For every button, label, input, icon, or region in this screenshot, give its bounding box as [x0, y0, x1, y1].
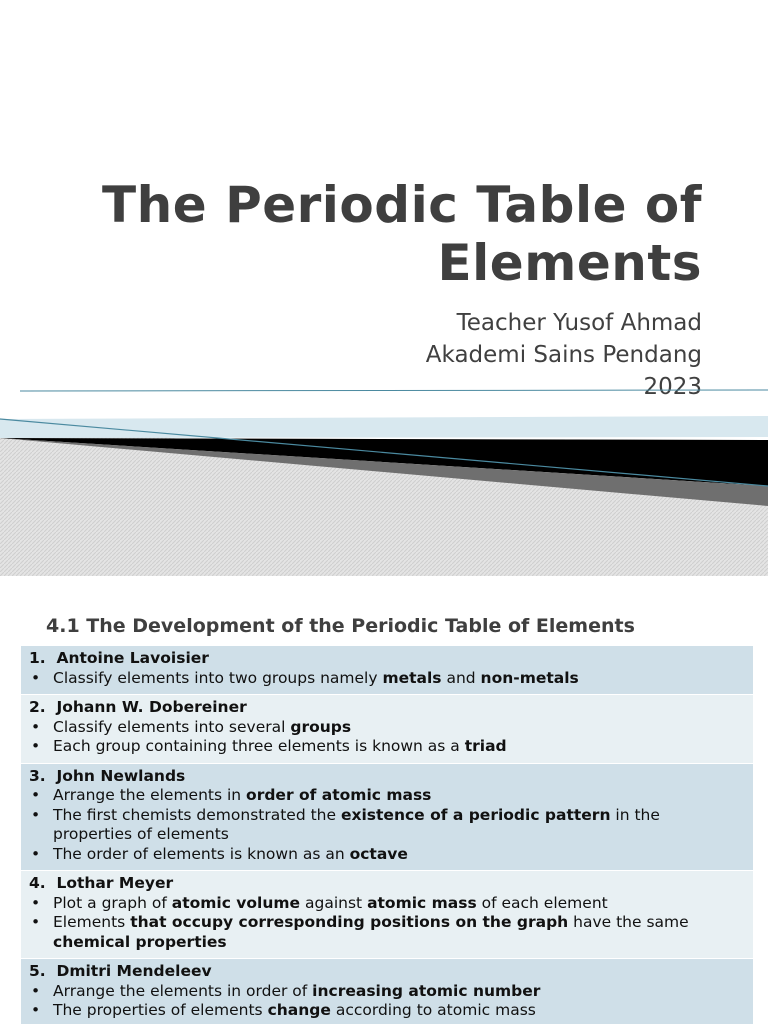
item-text: Plot a graph of	[53, 893, 172, 912]
item-text: Elements	[53, 913, 131, 931]
bold-term: triad	[464, 737, 507, 755]
subtitle-author: Teacher Yusof Ahmad	[456, 310, 702, 336]
content-slide	[0, 576, 768, 1024]
bold-term: octave	[349, 844, 408, 863]
slide-title-line-2: Elements	[437, 234, 702, 292]
bullet-icon: •	[31, 893, 41, 912]
item-text: Each group containing three elements is known as a	[53, 737, 465, 755]
row-title: 3. John Newlands	[29, 766, 186, 785]
item-text: have the same	[568, 913, 689, 931]
bullet-item	[29, 1001, 743, 1021]
bullet-icon: •	[31, 786, 41, 804]
slide-title-line-1: The Periodic Table of	[102, 176, 702, 234]
table-row	[21, 764, 753, 872]
bold-term: change	[267, 1001, 331, 1019]
bold-term: atomic volume	[171, 893, 301, 912]
row-title: 4. Lothar Meyer	[29, 874, 174, 892]
decorative-wave-band	[0, 380, 768, 576]
bold-term: atomic mass	[367, 893, 477, 912]
bullet-icon: •	[31, 1001, 41, 1019]
item-text: in the properties of elements	[53, 805, 660, 843]
table-row	[21, 871, 753, 959]
item-text: The order of elements is known as an	[53, 844, 350, 863]
subtitle-school: Akademi Sains Pendang	[425, 342, 702, 368]
bullet-item	[29, 669, 743, 689]
bold-term: that occupy corresponding positions on the graph	[130, 913, 569, 931]
bold-term: order of atomic mass	[246, 786, 432, 804]
bullet-item	[29, 786, 743, 806]
item-text: Classify elements into two groups namely	[53, 668, 383, 687]
bullet-icon: •	[31, 844, 41, 863]
history-table	[21, 646, 753, 1024]
bold-term: chemical properties	[53, 932, 227, 951]
bullet-icon: •	[31, 737, 41, 755]
bullet-icon: •	[31, 805, 41, 824]
table-row	[21, 695, 753, 764]
bullet-item	[29, 982, 743, 1002]
item-text: The first chemists demonstrated the	[53, 805, 341, 824]
bullet-icon: •	[31, 981, 41, 1000]
item-text: Classify elements into several	[53, 717, 291, 736]
bullet-icon: •	[31, 717, 41, 736]
bold-term: groups	[290, 717, 352, 736]
deco-blue-strip	[0, 416, 768, 438]
subtitle-year: 2023	[643, 374, 702, 400]
item-text: Arrange the elements in	[53, 786, 247, 804]
bold-term: increasing atomic number	[312, 981, 541, 1000]
bullet-item	[29, 718, 743, 738]
bold-term: non-metals	[480, 668, 579, 687]
bullet-item	[29, 845, 743, 865]
item-text: The properties of elements	[53, 1001, 268, 1019]
bullet-item	[29, 894, 743, 914]
table-row	[21, 646, 753, 695]
item-text: and	[441, 668, 481, 687]
bullet-item	[29, 913, 743, 952]
bold-term: metals	[382, 668, 442, 687]
row-title: 2. Johann W. Dobereiner	[29, 698, 247, 716]
slide-title	[22, 176, 702, 292]
bold-term: existence of a periodic pattern	[340, 805, 611, 824]
section-heading: 4.1 The Development of the Periodic Table of Elements	[46, 615, 635, 637]
bullet-icon: •	[31, 668, 41, 687]
row-title: 5. Dmitri Mendeleev	[29, 962, 212, 980]
bullet-item	[29, 806, 743, 845]
item-text: Arrange the elements in order of	[53, 981, 313, 1000]
row-title: 1. Antoine Lavoisier	[29, 649, 209, 667]
table-row	[21, 959, 753, 1024]
item-text: of each element	[476, 893, 608, 912]
bullet-icon: •	[31, 913, 41, 931]
item-text: against	[300, 893, 368, 912]
bullet-item	[29, 737, 743, 757]
deco-thin-line	[20, 390, 768, 391]
item-text: according to atomic mass	[330, 1001, 536, 1019]
